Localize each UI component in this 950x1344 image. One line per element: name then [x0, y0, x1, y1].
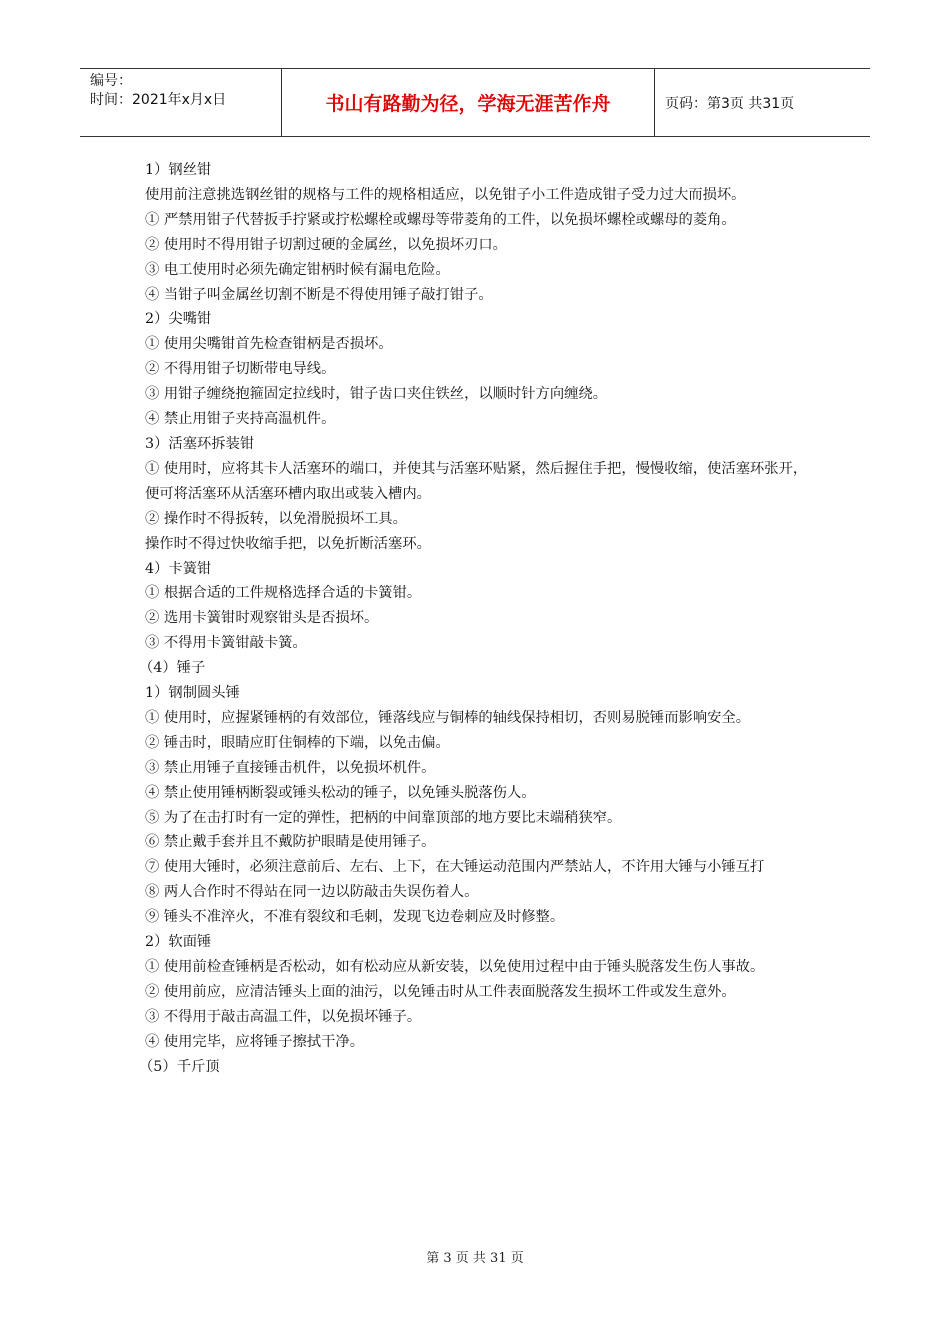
list-item: ② 使用前应，应清洁锤头上面的油污，以免锤击时从工件表面脱落发生损坏工件或发生意外。: [145, 983, 736, 1000]
section-heading: 2）尖嘴钳: [145, 311, 212, 328]
document-body: [139, 158, 810, 1080]
list-item: ② 选用卡簧钳时观察钳头是否损坏。: [145, 610, 379, 627]
page-footer: 第 3 页 共 31 页: [426, 1251, 524, 1266]
chapter-heading: （4）锤子: [139, 660, 206, 677]
list-item: ② 不得用钳子切断带电导线。: [145, 361, 336, 378]
header-motto: 书山有路勤为径，学海无涯苦作舟: [282, 69, 655, 136]
section-heading: 4）卡簧钳: [145, 560, 212, 577]
time-label: 时间：2021年x月x日: [90, 92, 227, 108]
list-item: ① 使用时，应将其卡人活塞环的端口，并使其与活塞环贴紧，然后握住手把，慢慢收缩，使活塞环张开，便可将活塞环从活塞环槽内取出或装入槽内。: [145, 460, 808, 502]
list-item: ⑨ 锤头不准淬火，不准有裂纹和毛刺，发现飞边卷刺应及时修整。: [145, 909, 565, 926]
page-header: [80, 68, 870, 137]
list-item: ③ 电工使用时必须先确定钳柄时候有漏电危险。: [145, 261, 450, 278]
list-item: ③ 用钳子缠绕抱箍固定拉线时，钳子齿口夹住铁丝，以顺时针方向缠绕。: [145, 386, 608, 403]
list-item: ⑤ 为了在击打时有一定的弹性，把柄的中间靠顶部的地方要比末端稍狭窄。: [145, 809, 622, 826]
list-item: ③ 禁止用锤子直接锤击机件，以免损坏机件。: [145, 759, 436, 776]
list-item: ⑧ 两人合作时不得站在同一边以防敲击失误伤着人。: [145, 884, 479, 901]
list-item: ⑦ 使用大锤时，必须注意前后、左右、上下，在大锤运动范围内严禁站人，不许用大锤与小锤互打: [145, 859, 765, 876]
list-item: ⑥ 禁止戴手套并且不戴防护眼睛是使用锤子。: [145, 834, 436, 851]
list-item: ① 使用时，应握紧锤柄的有效部位，锤落线应与铜棒的轴线保持相切，否则易脱锤而影响安全。: [145, 709, 751, 726]
paragraph: 操作时不得过快收缩手把，以免折断活塞环。: [145, 535, 431, 552]
section-heading: 2）软面锤: [145, 934, 212, 951]
section-heading: 1）钢制圆头锤: [145, 685, 240, 702]
list-item: ④ 禁止用钳子夹持高温机件。: [145, 411, 336, 428]
list-item: ④ 使用完毕，应将锤子擦拭干净。: [145, 1033, 364, 1050]
chapter-heading: （5）千斤顶: [139, 1058, 220, 1075]
list-item: ② 锤击时，眼睛应盯住铜棒的下端，以免击偏。: [145, 734, 450, 751]
list-item: ① 使用前检查锤柄是否松动，如有松动应从新安装，以免使用过程中由于锤头脱落发生伤人事故。: [145, 959, 765, 975]
header-page-number: 页码：第3页 共31页: [665, 95, 795, 112]
section-heading: 3）活塞环拆装钳: [145, 435, 255, 452]
list-item: ② 操作时不得扳转，以免滑脱损坏工具。: [145, 510, 407, 527]
list-item: ③ 不得用于敲击高温工件，以免损坏锤子。: [145, 1008, 422, 1025]
header-meta: [80, 69, 282, 136]
list-item: ④ 禁止使用锤柄断裂或锤头松动的锤子，以免锤头脱落伤人。: [145, 784, 536, 801]
number-label: 编号：: [90, 73, 132, 89]
section-heading: 1）钢丝钳: [145, 162, 212, 178]
list-item: ① 根据合适的工件规格选择合适的卡簧钳。: [145, 585, 422, 602]
list-item: ④ 当钳子叫金属丝切割不断是不得使用锤子敲打钳子。: [145, 286, 493, 303]
list-item: ① 使用尖嘴钳首先检查钳柄是否损坏。: [145, 336, 393, 353]
list-item: ① 严禁用钳子代替扳手拧紧或拧松螺栓或螺母等带菱角的工件，以免损坏螺栓或螺母的菱角。: [145, 211, 736, 228]
paragraph: 使用前注意挑选钢丝钳的规格与工件的规格相适应，以免钳子小工件造成钳子受力过大而损坏。: [145, 186, 746, 203]
list-item: ③ 不得用卡簧钳敲卡簧。: [145, 635, 307, 652]
list-item: ② 使用时不得用钳子切割过硬的金属丝，以免损坏刃口。: [145, 236, 507, 253]
